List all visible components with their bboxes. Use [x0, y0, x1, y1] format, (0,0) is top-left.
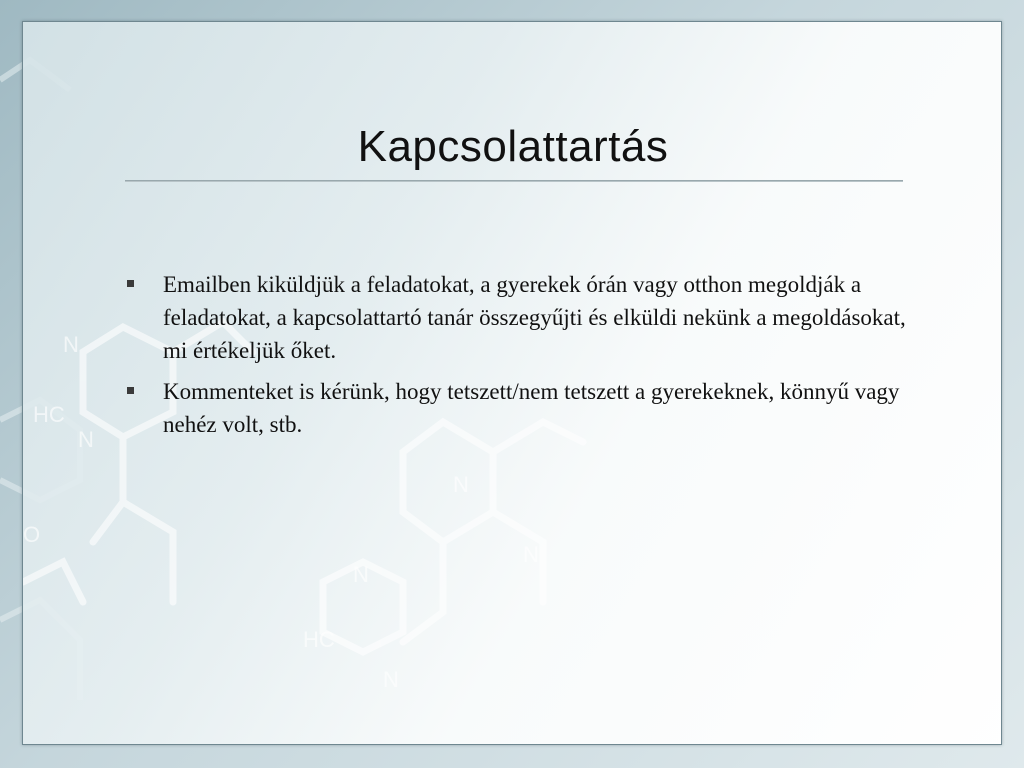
svg-text:N: N [453, 472, 469, 497]
svg-text:N: N [383, 667, 399, 692]
slide-title: Kapcsolattartás [357, 122, 669, 171]
svg-text:N: N [353, 562, 369, 587]
list-item [123, 268, 923, 367]
square-bullet-icon [127, 387, 134, 394]
square-bullet-icon [127, 280, 134, 287]
list-item [123, 375, 923, 441]
slide [22, 21, 1002, 745]
svg-text:HC: HC [33, 402, 65, 427]
bullet-list [123, 268, 923, 449]
svg-text:O: O [23, 522, 41, 547]
svg-text:N: N [78, 427, 94, 452]
svg-text:N: N [523, 542, 539, 567]
bullet-text: Emailben kiküldjük a feladatokat, a gyerekek órán vagy otthon megoldják a feladatokat, a kapcsolattartó tanár összegyűjti és elküldi nekünk a megoldásokat, mi értékeljük őket. [163, 272, 906, 363]
svg-text:HC: HC [303, 627, 335, 652]
title-underline [125, 180, 903, 182]
svg-text:N: N [63, 332, 79, 357]
bullet-text: Kommenteket is kérünk, hogy tetszett/nem tetszett a gyerekeknek, könnyű vagy nehéz volt, stb. [163, 379, 900, 437]
